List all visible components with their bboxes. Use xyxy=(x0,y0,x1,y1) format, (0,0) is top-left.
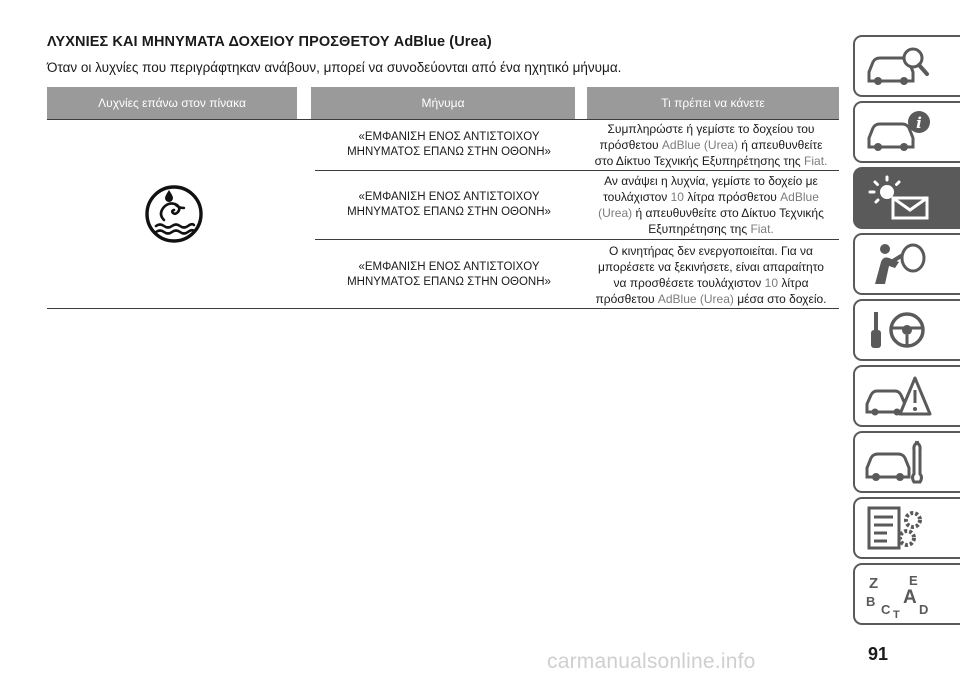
table-rows xyxy=(315,120,839,310)
page-intro: Όταν οι λυχνίες που περιγράφτηκαν ανάβουν, μπορεί να συνοδεύονται από ένα ηχητικό μήνυμα. xyxy=(47,60,622,75)
table-body xyxy=(47,119,839,309)
tab-safety[interactable] xyxy=(853,233,960,295)
header-action: Τι πρέπει να κάνετε xyxy=(587,87,839,119)
specs-gear-icon xyxy=(863,504,933,552)
tab-index[interactable] xyxy=(853,563,960,625)
svg-text:Z: Z xyxy=(869,575,879,592)
adblue-warning-lamp-icon xyxy=(142,182,206,246)
svg-text:A: A xyxy=(903,587,917,608)
svg-text:B: B xyxy=(866,594,876,609)
table-header xyxy=(47,87,839,119)
table-row xyxy=(315,120,839,171)
message-cell: «ΕΜΦΑΝΙΣΗ ΕΝΟΣ ΑΝΤΙΣΤΟΙΧΟΥ ΜΗΝΥΜΑΤΟΣ ΕΠΑΝΩ ΣΤΗΝ ΟΘΟΝΗ» xyxy=(347,261,551,288)
tab-emergency[interactable] xyxy=(853,365,960,427)
tab-warning-lights[interactable] xyxy=(853,167,960,229)
tab-maintenance[interactable] xyxy=(853,431,960,493)
car-wrench-icon xyxy=(863,438,933,486)
action-cell: Ο κινητήρας δεν ενεργοποιείται. Για να μπορέσετε να ξεκινήσετε, είναι απαραίτητο να προσθέσετε τουλάχιστον 10 λίτρα πρόσθετου AdBlue (Urea) μέσα στο δοχείο. xyxy=(595,244,827,306)
table-row xyxy=(315,171,839,240)
svg-text:i: i xyxy=(916,114,922,132)
message-cell: «ΕΜΦΑΝΙΣΗ ΕΝΟΣ ΑΝΤΙΣΤΟΙΧΟΥ ΜΗΝΥΜΑΤΟΣ ΕΠΑΝΩ ΣΤΗΝ ΟΘΟΝΗ» xyxy=(347,131,551,158)
car-search-icon xyxy=(863,42,933,90)
svg-text:T: T xyxy=(893,609,900,618)
table-row xyxy=(315,240,839,310)
tab-car-search[interactable] xyxy=(853,35,960,97)
header-lamps: Λυχνίες επάνω στον πίνακα xyxy=(47,87,297,119)
action-cell: Αν ανάψει η λυχνία, γεμίστε το δοχείο με τουλάχιστον 10 λίτρα πρόσθετου AdBlue (Urea) ή απευθυνθείτε στο Δίκτυο Τεχνικής Εξυπηρέτησης της Fiat. xyxy=(598,174,824,236)
header-message: Μήνυμα xyxy=(311,87,575,119)
warning-light-message-icon xyxy=(863,174,933,222)
watermark: carmanualsonline.info xyxy=(547,650,756,673)
alphabetical-index-icon xyxy=(863,570,933,618)
message-cell: «ΕΜΦΑΝΙΣΗ ΕΝΟΣ ΑΝΤΙΣΤΟΙΧΟΥ ΜΗΝΥΜΑΤΟΣ ΕΠΑΝΩ ΣΤΗΝ ΟΘΟΝΗ» xyxy=(347,191,551,218)
lamp-cell xyxy=(47,120,301,308)
action-cell: Συμπληρώστε ή γεμίστε το δοχείου του πρόσθετου AdBlue (Urea) ή απευθυνθείτε στο Δίκτυο Τεχνικής Εξυπηρέτησης της Fiat. xyxy=(594,122,828,168)
tab-specifications[interactable] xyxy=(853,497,960,559)
warning-lights-table xyxy=(47,87,839,309)
tab-key-steering[interactable] xyxy=(853,299,960,361)
page-number: 91 xyxy=(868,644,889,664)
svg-text:C: C xyxy=(881,602,891,617)
key-steering-wheel-icon xyxy=(863,306,933,354)
svg-text:D: D xyxy=(919,602,929,617)
svg-text:E: E xyxy=(909,573,918,588)
car-info-icon xyxy=(863,108,933,156)
page-title: ΛΥΧΝΙΕΣ ΚΑΙ ΜΗΝΥΜΑΤΑ ΔΟΧΕΙΟΥ ΠΡΟΣΘΕΤΟΥ AdBlue (Urea) xyxy=(47,34,492,50)
airbag-safety-icon xyxy=(863,240,933,288)
tab-car-info[interactable] xyxy=(853,101,960,163)
car-emergency-triangle-icon xyxy=(863,372,933,420)
